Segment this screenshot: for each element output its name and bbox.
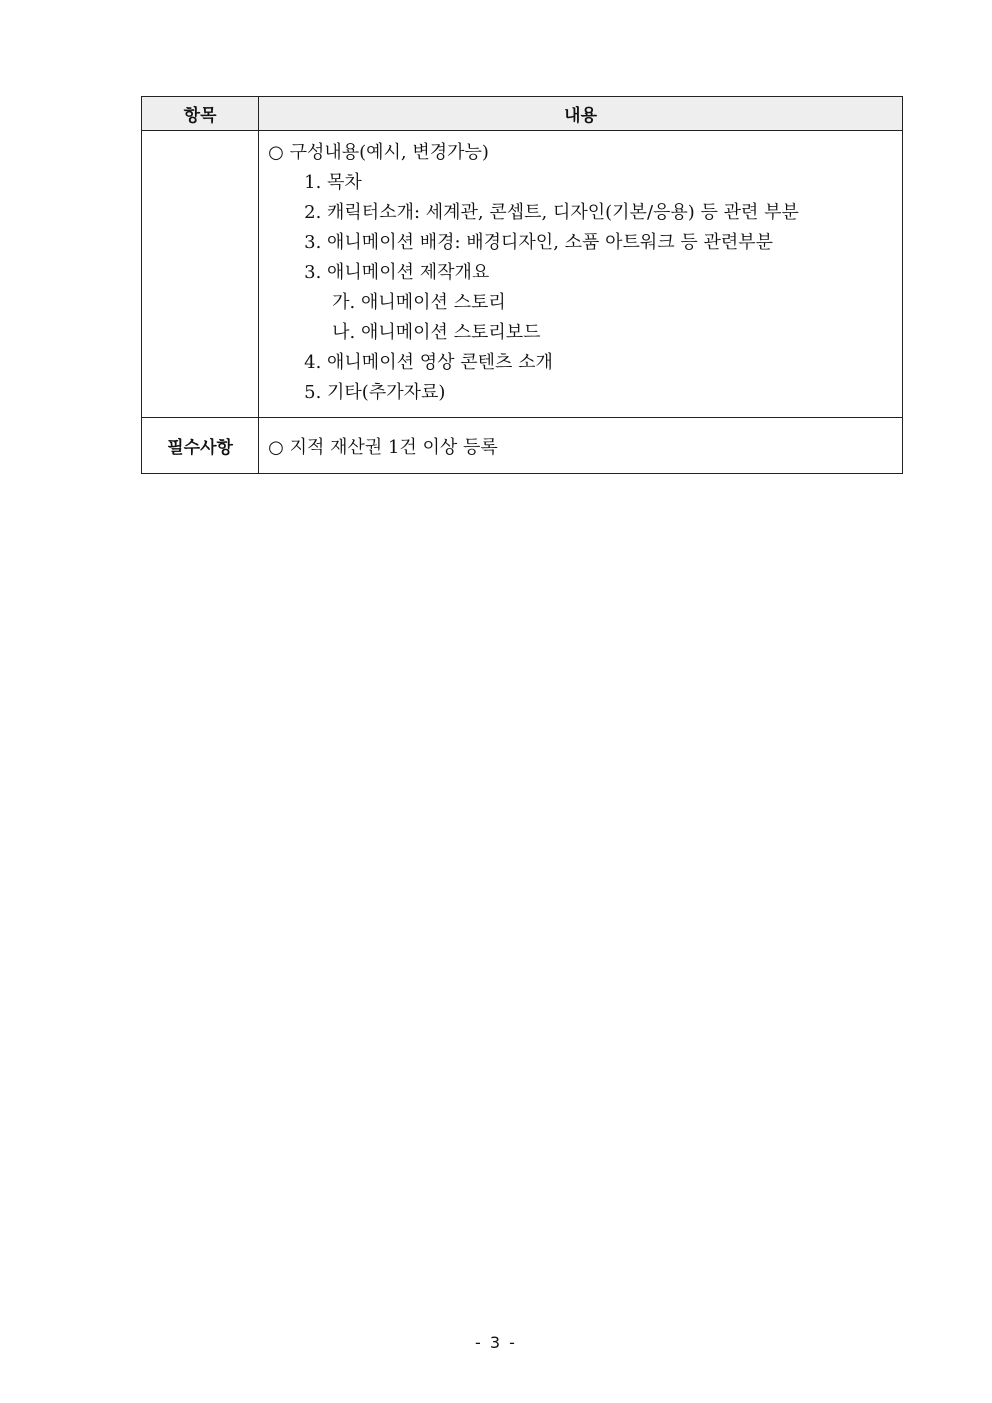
- content-table: [141, 96, 903, 474]
- composition-heading: ○ 구성내용(예시, 변경가능): [268, 142, 489, 163]
- list-item-other: 5. 기타(추가자료): [304, 382, 446, 403]
- composition-row: [142, 131, 903, 418]
- table-header-row: [142, 97, 903, 131]
- composition-content-cell: [259, 131, 903, 418]
- list-item-background: 3. 애니메이션 배경: 배경디자인, 소품 아트워크 등 관련부분: [304, 232, 774, 253]
- required-row: [142, 418, 903, 474]
- list-item-video: 4. 애니메이션 영상 콘텐츠 소개: [304, 352, 553, 373]
- header-item: 항목: [142, 97, 259, 131]
- composition-item-cell: [142, 131, 259, 418]
- list-item-toc: 1. 목차: [304, 172, 362, 193]
- required-label: 필수사항: [142, 418, 259, 474]
- required-content: ○ 지적 재산권 1건 이상 등록: [259, 418, 903, 474]
- page-number: - 3 -: [475, 1333, 517, 1352]
- sub-item-story: 가. 애니메이션 스토리: [332, 292, 506, 313]
- sub-item-storyboard: 나. 애니메이션 스토리보드: [332, 322, 541, 343]
- list-item-character: 2. 캐릭터소개: 세계관, 콘셉트, 디자인(기본/응용) 등 관련 부분: [304, 202, 799, 223]
- list-item-production: 3. 애니메이션 제작개요: [304, 262, 490, 283]
- header-content: 내용: [259, 97, 903, 131]
